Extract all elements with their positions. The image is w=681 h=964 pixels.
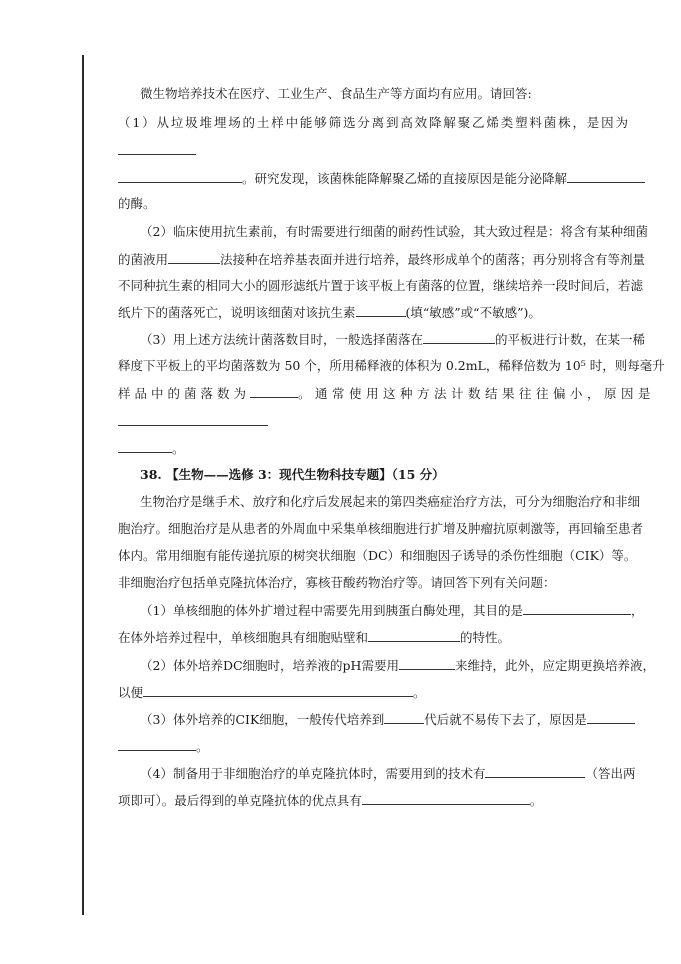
q37-p2-text-a: 的菌液用 bbox=[118, 252, 169, 267]
answer-blank[interactable] bbox=[587, 711, 635, 724]
q38-p3-text-a: （3）体外培养的CIK细胞，一般传代培养到 bbox=[140, 712, 385, 727]
q38-p3-line1 bbox=[140, 711, 635, 728]
answer-blank[interactable] bbox=[356, 304, 406, 317]
q38-p2-text-a: （2）体外培养DC细胞时，培养液的pH需要用 bbox=[140, 658, 399, 673]
answer-blank[interactable] bbox=[567, 170, 645, 183]
q37-p3-text-a: （3）用上述方法统计菌落数目时，一般选择菌落在 bbox=[140, 332, 423, 347]
q37-p3-line1 bbox=[140, 331, 645, 348]
answer-blank[interactable] bbox=[143, 684, 413, 697]
q37-p1-line1: （1）从垃圾堆埋场的土样中能够筛选分离到高效降解聚乙烯类塑料菌株，是因为 bbox=[118, 115, 628, 130]
answer-blank[interactable] bbox=[523, 602, 631, 615]
answer-blank[interactable] bbox=[399, 657, 455, 670]
q38-p1-line2 bbox=[118, 629, 510, 646]
q38-p4-text-b: （答出两 bbox=[585, 766, 636, 781]
q37-p3-line4 bbox=[118, 413, 268, 430]
q38-p1-text-a: （1）单核细胞的体外扩增过程中需要先用到胰蛋白酶处理，其目的是 bbox=[140, 603, 523, 618]
q37-p3-line3 bbox=[118, 385, 655, 402]
q37-p2-line4 bbox=[118, 304, 541, 321]
q37-p3-line5 bbox=[118, 440, 185, 457]
q38-p1-line1 bbox=[140, 602, 643, 619]
q37-p2-text-d: (填“敏感”或“不敏感”)。 bbox=[405, 305, 541, 320]
q38-intro-line3: 体内。常用细胞有能传递抗原的树突状细胞（DC）和细胞因子诱导的杀伤性细胞（CIK）等。 bbox=[118, 548, 637, 563]
q37-intro: 微生物培养技术在医疗、工业生产、食品生产等方面均有应用。请回答: bbox=[140, 86, 532, 101]
q38-intro-line1: 生物治疗是继手术、放疗和化疗后发展起来的第四类癌症治疗方法，可分为细胞治疗和非细 bbox=[140, 494, 641, 509]
q38-p4-line2 bbox=[118, 792, 542, 809]
answer-blank[interactable] bbox=[118, 440, 172, 453]
answer-blank[interactable] bbox=[118, 413, 268, 426]
answer-blank[interactable] bbox=[384, 711, 424, 724]
q37-p3-text-b: 的平板进行计数，在某一稀 bbox=[494, 332, 645, 347]
answer-blank[interactable] bbox=[118, 170, 242, 183]
q38-p2-text-d: 。 bbox=[413, 685, 426, 700]
q37-p1-line4: 的酶。 bbox=[118, 196, 156, 211]
q38-p1-text-d: 的特性。 bbox=[460, 630, 511, 645]
answer-blank[interactable] bbox=[423, 331, 495, 344]
q37-p2-line3: 不同种抗生素的相同大小的圆形滤纸片置于该平板上有菌落的位置，继续培养一段时间后，若滤 bbox=[118, 278, 644, 293]
q37-p1-line2 bbox=[118, 142, 196, 159]
q38-p2-line2 bbox=[118, 684, 426, 701]
q37-p3-text-c: 样品中的菌落数为 bbox=[118, 386, 251, 401]
answer-blank[interactable] bbox=[485, 765, 585, 778]
q37-p3-end: 。 bbox=[172, 441, 185, 456]
answer-blank[interactable] bbox=[368, 629, 460, 642]
q38-p4-text-d: 。 bbox=[529, 793, 543, 808]
q37-p1-line3 bbox=[118, 170, 645, 187]
q37-p1-text: 。研究发现，该菌株能降解聚乙烯的直接原因是能分泌降解 bbox=[242, 171, 568, 186]
q38-p3-line2 bbox=[118, 738, 209, 755]
q38-p1-text-c: 在体外培养过程中，单核细胞具有细胞贴壁和 bbox=[118, 630, 369, 645]
q38-intro-line2: 胞治疗。细胞治疗是从患者的外周血中采集单核细胞进行扩增及肿瘤抗原刺激等，再回输至患者 bbox=[118, 521, 644, 536]
q38-p3-end: 。 bbox=[196, 739, 209, 754]
q38-p1-text-b: ， bbox=[630, 603, 644, 618]
q37-p3-text-d: 。通常使用这种方法计数结果往往偏小，原因是 bbox=[298, 386, 656, 401]
answer-blank[interactable] bbox=[362, 792, 530, 805]
answer-blank[interactable] bbox=[168, 251, 220, 264]
q38-p4-text-c: 项即可）。最后得到的单克隆抗体的优点具有 bbox=[118, 793, 362, 808]
q38-p2-text-b: 来维持，此外，应定期更换培养液， bbox=[454, 658, 655, 673]
q38-p4-line1 bbox=[140, 765, 635, 782]
q38-heading: 38. 【生物——选修 3：现代生物科技专题】（15 分） bbox=[140, 467, 445, 482]
q38-p2-line1 bbox=[140, 657, 655, 674]
binding-margin-line bbox=[82, 55, 84, 915]
answer-blank[interactable] bbox=[118, 142, 196, 155]
answer-blank[interactable] bbox=[250, 385, 298, 398]
q38-p4-text-a: （4）制备用于非细胞治疗的单克隆抗体时，需要用到的技术有 bbox=[140, 766, 486, 781]
answer-blank[interactable] bbox=[118, 738, 196, 751]
q37-p2-text-c: 纸片下的菌落死亡，说明该细菌对该抗生素 bbox=[118, 305, 356, 320]
q37-p2-line1: （2）临床使用抗生素前，有时需要进行细菌的耐药性试验，其大致过程是：将含有某种细菌 bbox=[140, 224, 648, 239]
q37-p2-text-b: 法接种在培养基表面并进行培养，最终形成单个的菌落；再分别将含有等剂量 bbox=[220, 252, 646, 267]
q37-p2-line2 bbox=[118, 251, 645, 268]
q38-p3-text-b: 代后就不易传下去了，原因是 bbox=[424, 712, 587, 727]
q37-p3-line2: 释度下平板上的平均菌落数为 50 个，所用稀释液的体积为 0.2mL，稀释倍数为 10⁵ 时，则每毫升 bbox=[118, 358, 665, 373]
q38-p2-text-c: 以便 bbox=[118, 685, 144, 700]
q38-intro-line4: 非细胞治疗包括单克隆抗体治疗，寡核苷酸药物治疗等。请回答下列有关问题： bbox=[118, 575, 556, 590]
